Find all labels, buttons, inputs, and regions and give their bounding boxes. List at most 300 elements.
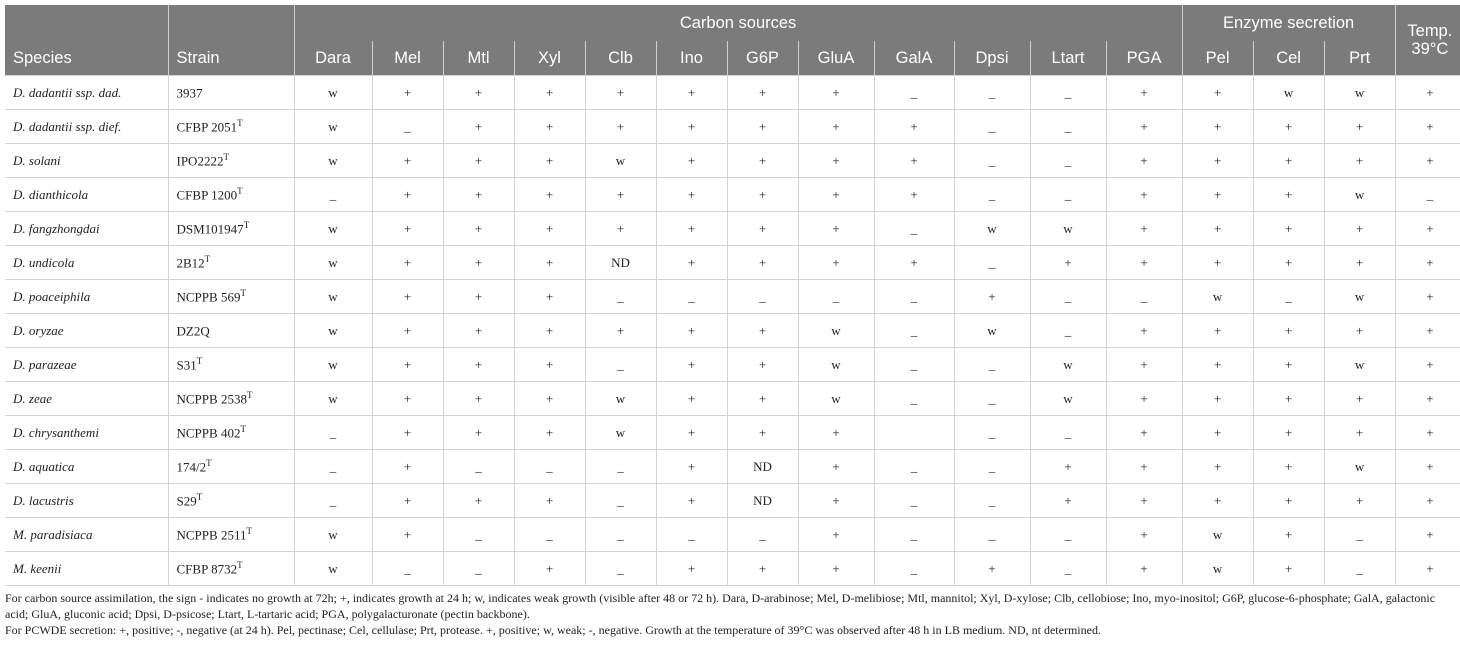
result-cell: + [798, 76, 874, 110]
result-cell: + [727, 110, 798, 144]
result-cell: _ [1324, 518, 1395, 552]
result-cell: w [294, 212, 372, 246]
result-cell: w [294, 246, 372, 280]
result-cell: + [443, 348, 514, 382]
result-cell: w [294, 518, 372, 552]
results-table [5, 5, 1460, 586]
species-cell: D. chrysanthemi [5, 416, 168, 450]
result-cell: + [727, 178, 798, 212]
footnote-carbon: For carbon source assimilation, the sign - indicates no growth at 72h; +, indicates growth at 24 h; w, indicates weak growth (visible after 48 or 72 h). Dara, D-arabinose; Mel, D-melibiose; Mtl, mannitol; Xyl, D-xylose; Clb, cellobiose; Ino, myo-inositol; G6P, glucose-6-phosphate; GalA, galactonic acid; GluA, gluconic acid; Dpsi, D-psicose; Ltart, L-tartaric acid; PGA, polygalacturonate (pectin backbone). [5, 591, 1436, 621]
result-cell: + [514, 178, 585, 212]
result-cell: + [954, 552, 1030, 586]
result-cell: + [798, 518, 874, 552]
result-cell: w [1324, 280, 1395, 314]
table-row [5, 552, 1460, 586]
result-cell: _ [1030, 144, 1106, 178]
result-cell: _ [874, 314, 954, 348]
result-cell: _ [874, 76, 954, 110]
result-cell: _ [1030, 314, 1106, 348]
strain-name: NCPPB 2538 [176, 391, 247, 407]
result-cell: + [1395, 144, 1460, 178]
result-cell: w [1030, 382, 1106, 416]
result-cell: + [372, 382, 443, 416]
result-cell: + [1106, 552, 1182, 586]
strain-name: NCPPB 569 [176, 289, 241, 305]
result-cell: _ [874, 212, 954, 246]
carbon-sources-header: Carbon sources [294, 5, 1182, 41]
result-cell: + [874, 144, 954, 178]
result-cell: _ [372, 552, 443, 586]
result-cell: + [1395, 110, 1460, 144]
result-cell: _ [798, 280, 874, 314]
result-cell: w [1253, 76, 1324, 110]
result-cell: + [1106, 144, 1182, 178]
col-header-ltart: Ltart [1030, 41, 1106, 76]
footnotes [5, 590, 1455, 638]
result-cell: _ [585, 518, 656, 552]
result-cell: _ [1030, 178, 1106, 212]
result-cell: + [1395, 518, 1460, 552]
result-cell: + [727, 212, 798, 246]
result-cell: _ [1395, 178, 1460, 212]
strain-name: CFBP 1200 [176, 187, 238, 203]
result-cell: _ [294, 178, 372, 212]
result-cell: w [1324, 450, 1395, 484]
result-cell: w [1030, 212, 1106, 246]
result-cell: + [1253, 518, 1324, 552]
result-cell: _ [585, 348, 656, 382]
table-row [5, 518, 1460, 552]
strain-name: S31 [176, 357, 197, 373]
table-row [5, 348, 1460, 382]
result-cell: _ [874, 348, 954, 382]
temp-label: Temp. [1407, 22, 1453, 40]
result-cell: + [1324, 110, 1395, 144]
result-cell: + [1106, 518, 1182, 552]
strain-cell [168, 212, 294, 246]
result-cell: _ [1030, 280, 1106, 314]
strain-cell [168, 484, 294, 518]
result-cell: + [443, 178, 514, 212]
species-cell: D. zeae [5, 382, 168, 416]
result-cell: w [294, 110, 372, 144]
result-cell: + [372, 212, 443, 246]
strain-name: 174/2 [176, 459, 207, 475]
result-cell: + [1030, 450, 1106, 484]
result-cell: w [585, 382, 656, 416]
result-cell: + [1182, 314, 1253, 348]
result-cell: _ [294, 450, 372, 484]
result-cell: + [585, 212, 656, 246]
result-cell: _ [585, 552, 656, 586]
table-row [5, 484, 1460, 518]
result-cell: + [1182, 212, 1253, 246]
result-cell: + [1395, 314, 1460, 348]
result-cell: + [1253, 416, 1324, 450]
species-cell: D. dadantii ssp. dief. [5, 110, 168, 144]
result-cell: + [372, 76, 443, 110]
species-cell: D. oryzae [5, 314, 168, 348]
result-cell: + [1324, 246, 1395, 280]
result-cell: w [798, 348, 874, 382]
result-cell: + [1253, 144, 1324, 178]
header-group-row [5, 5, 1460, 41]
result-cell: + [656, 484, 727, 518]
result-cell: _ [1030, 76, 1106, 110]
result-cell: + [1395, 416, 1460, 450]
result-cell: + [1106, 348, 1182, 382]
result-cell: _ [954, 518, 1030, 552]
table-row [5, 110, 1460, 144]
result-cell: + [798, 450, 874, 484]
result-cell: + [1395, 450, 1460, 484]
strain-name: 2B12 [176, 255, 205, 271]
result-cell: _ [1030, 416, 1106, 450]
footnote-enzyme: For PCWDE secretion: +, positive; -, negative (at 24 h). Pel, pectinase; Cel, cellulase; Prt, protease. +, positive; w, weak; -, negative. Growth at the temperature of 39°C was observed after 48 h in LB medium. ND, nt determined. [5, 623, 1101, 637]
species-cell: D. parazeae [5, 348, 168, 382]
result-cell: + [1253, 348, 1324, 382]
result-cell: _ [874, 382, 954, 416]
result-cell: + [1106, 484, 1182, 518]
col-header-dpsi: Dpsi [954, 41, 1030, 76]
result-cell: _ [874, 518, 954, 552]
result-cell: + [514, 552, 585, 586]
table-row [5, 280, 1460, 314]
strain-name: 3937 [176, 85, 203, 101]
result-cell: + [874, 110, 954, 144]
type-strain-marker: T [237, 185, 243, 196]
result-cell: _ [727, 280, 798, 314]
result-cell: _ [443, 450, 514, 484]
species-cell: D. aquatica [5, 450, 168, 484]
result-cell: w [294, 144, 372, 178]
result-cell: w [798, 382, 874, 416]
result-cell: + [1324, 144, 1395, 178]
result-cell: _ [1030, 518, 1106, 552]
result-cell: + [1324, 484, 1395, 518]
col-header-pga: PGA [1106, 41, 1182, 76]
result-cell: _ [514, 450, 585, 484]
result-cell: + [1106, 212, 1182, 246]
strain-cell [168, 280, 294, 314]
result-cell: + [1253, 484, 1324, 518]
result-cell: + [514, 76, 585, 110]
result-cell: + [727, 382, 798, 416]
enzyme-secretion-header: Enzyme secretion [1182, 5, 1395, 41]
result-cell: + [514, 212, 585, 246]
result-cell: _ [874, 484, 954, 518]
strain-cell [168, 76, 294, 110]
result-cell: + [656, 76, 727, 110]
document [5, 5, 1455, 638]
strain-name: NCPPB 402 [176, 425, 241, 441]
strain-name: CFBP 8732 [176, 561, 238, 577]
result-cell: + [443, 246, 514, 280]
result-cell: + [1395, 484, 1460, 518]
strain-cell [168, 552, 294, 586]
species-cell: D. dianthicola [5, 178, 168, 212]
result-cell: + [443, 212, 514, 246]
result-cell: _ [656, 280, 727, 314]
result-cell: w [294, 348, 372, 382]
result-cell: + [1106, 416, 1182, 450]
type-strain-marker: T [223, 151, 229, 162]
result-cell: + [798, 144, 874, 178]
result-cell: + [656, 314, 727, 348]
result-cell: w [798, 314, 874, 348]
type-strain-marker: T [237, 559, 243, 570]
col-header-mtl: Mtl [443, 41, 514, 76]
result-cell: _ [443, 518, 514, 552]
result-cell: ND [727, 450, 798, 484]
result-cell: + [727, 144, 798, 178]
result-cell: _ [954, 76, 1030, 110]
result-cell: + [1106, 382, 1182, 416]
result-cell: + [372, 144, 443, 178]
species-cell: M. keenii [5, 552, 168, 586]
result-cell: + [1106, 450, 1182, 484]
result-cell: _ [372, 110, 443, 144]
result-cell: + [1106, 246, 1182, 280]
result-cell: + [1182, 76, 1253, 110]
result-cell: + [443, 416, 514, 450]
table-row [5, 178, 1460, 212]
result-cell: _ [954, 416, 1030, 450]
type-strain-marker: T [196, 491, 203, 502]
result-cell: _ [443, 552, 514, 586]
species-cell: D. fangzhongdai [5, 212, 168, 246]
result-cell: + [656, 348, 727, 382]
result-cell: ND [727, 484, 798, 518]
result-cell: + [514, 484, 585, 518]
result-cell: + [443, 76, 514, 110]
result-cell: + [372, 348, 443, 382]
result-cell: w [585, 144, 656, 178]
strain-cell [168, 144, 294, 178]
result-cell: + [514, 246, 585, 280]
result-cell: + [443, 280, 514, 314]
result-cell: w [1030, 348, 1106, 382]
header-column-row [5, 41, 1460, 76]
result-cell: + [1182, 416, 1253, 450]
col-header-cel: Cel [1253, 41, 1324, 76]
type-strain-marker: T [237, 117, 243, 128]
result-cell: + [585, 314, 656, 348]
result-cell: + [514, 280, 585, 314]
result-cell: w [294, 280, 372, 314]
strain-name: IPO2222 [176, 153, 224, 169]
result-cell: + [1324, 382, 1395, 416]
result-cell: w [954, 314, 1030, 348]
result-cell: + [727, 76, 798, 110]
col-header-clb: Clb [585, 41, 656, 76]
result-cell: + [727, 348, 798, 382]
result-cell: + [1182, 348, 1253, 382]
result-cell: + [1253, 552, 1324, 586]
result-cell: + [798, 416, 874, 450]
result-cell: + [798, 178, 874, 212]
result-cell: + [727, 314, 798, 348]
result-cell: + [798, 212, 874, 246]
result-cell: _ [954, 348, 1030, 382]
col-header-prt: Prt [1324, 41, 1395, 76]
type-strain-marker: T [204, 253, 211, 264]
col-header-pel: Pel [1182, 41, 1253, 76]
result-cell: + [1395, 246, 1460, 280]
strain-cell [168, 314, 294, 348]
result-cell: + [1182, 450, 1253, 484]
result-cell: + [443, 110, 514, 144]
result-cell: + [372, 280, 443, 314]
result-cell: + [1253, 314, 1324, 348]
result-cell: _ [954, 246, 1030, 280]
type-strain-marker: T [206, 457, 212, 468]
result-cell: _ [294, 416, 372, 450]
table-row [5, 212, 1460, 246]
strain-name: DSM101947 [176, 221, 244, 237]
result-cell [874, 416, 954, 450]
strain-name: NCPPB 2511 [176, 527, 247, 543]
result-cell: + [656, 246, 727, 280]
col-header-dara: Dara [294, 41, 372, 76]
table-row [5, 450, 1460, 484]
result-cell: + [727, 246, 798, 280]
col-header-g6p: G6P [727, 41, 798, 76]
species-cell: D. undicola [5, 246, 168, 280]
result-cell: + [656, 416, 727, 450]
result-cell: _ [1324, 552, 1395, 586]
result-cell: + [656, 144, 727, 178]
result-cell: + [514, 110, 585, 144]
result-cell: + [443, 144, 514, 178]
col-header-mel: Mel [372, 41, 443, 76]
result-cell: w [1182, 280, 1253, 314]
type-strain-marker: T [240, 423, 246, 434]
result-cell: + [656, 178, 727, 212]
header-blank-1 [5, 5, 168, 41]
strain-header: Strain [168, 41, 294, 76]
result-cell: + [1253, 246, 1324, 280]
col-header-gala: GalA [874, 41, 954, 76]
table-body [5, 76, 1460, 586]
table-row [5, 382, 1460, 416]
result-cell: + [798, 246, 874, 280]
result-cell: _ [514, 518, 585, 552]
result-cell: w [1324, 76, 1395, 110]
result-cell: + [514, 348, 585, 382]
result-cell: w [294, 552, 372, 586]
result-cell: + [1106, 314, 1182, 348]
species-header: Species [5, 41, 168, 76]
result-cell: + [372, 314, 443, 348]
result-cell: + [585, 76, 656, 110]
result-cell: + [1253, 450, 1324, 484]
species-cell: D. solani [5, 144, 168, 178]
result-cell: _ [954, 144, 1030, 178]
result-cell: _ [1106, 280, 1182, 314]
result-cell: _ [656, 518, 727, 552]
strain-name: CFBP 2051 [176, 119, 238, 135]
result-cell: w [294, 76, 372, 110]
temp-value: 39°C [1411, 40, 1449, 58]
col-header-xyl: Xyl [514, 41, 585, 76]
result-cell: _ [874, 450, 954, 484]
species-cell: D. lacustris [5, 484, 168, 518]
result-cell: + [954, 280, 1030, 314]
result-cell: + [1030, 246, 1106, 280]
result-cell: + [1253, 212, 1324, 246]
result-cell: + [1395, 552, 1460, 586]
result-cell: _ [954, 178, 1030, 212]
result-cell: + [1395, 348, 1460, 382]
result-cell: w [294, 382, 372, 416]
result-cell: + [585, 110, 656, 144]
species-cell: D. dadantii ssp. dad. [5, 76, 168, 110]
result-cell: + [1253, 178, 1324, 212]
strain-cell [168, 518, 294, 552]
result-cell: + [727, 552, 798, 586]
result-cell: w [585, 416, 656, 450]
result-cell: + [372, 416, 443, 450]
result-cell: + [1106, 110, 1182, 144]
result-cell: + [585, 178, 656, 212]
result-cell: + [1030, 484, 1106, 518]
result-cell: _ [954, 450, 1030, 484]
header-blank-2 [168, 5, 294, 41]
result-cell: + [1395, 212, 1460, 246]
result-cell: + [1395, 280, 1460, 314]
result-cell: + [443, 484, 514, 518]
result-cell: + [514, 416, 585, 450]
result-cell: + [443, 382, 514, 416]
result-cell: + [798, 552, 874, 586]
result-cell: _ [727, 518, 798, 552]
result-cell: _ [585, 450, 656, 484]
result-cell: w [1182, 552, 1253, 586]
result-cell: + [443, 314, 514, 348]
species-cell: M. paradisiaca [5, 518, 168, 552]
result-cell: + [514, 382, 585, 416]
result-cell: + [1253, 110, 1324, 144]
strain-cell [168, 382, 294, 416]
result-cell: w [294, 314, 372, 348]
result-cell: _ [954, 382, 1030, 416]
result-cell: + [1395, 76, 1460, 110]
result-cell: _ [954, 484, 1030, 518]
result-cell: + [656, 552, 727, 586]
strain-cell [168, 246, 294, 280]
type-strain-marker: T [196, 355, 203, 366]
type-strain-marker: T [246, 525, 252, 536]
result-cell: w [1324, 178, 1395, 212]
strain-name: DZ2Q [176, 323, 210, 339]
species-cell: D. poaceiphila [5, 280, 168, 314]
result-cell: + [514, 144, 585, 178]
type-strain-marker: T [243, 219, 250, 230]
result-cell: + [514, 314, 585, 348]
result-cell: + [1106, 76, 1182, 110]
result-cell: + [1182, 178, 1253, 212]
result-cell: + [1324, 212, 1395, 246]
result-cell: + [798, 484, 874, 518]
result-cell: + [1182, 382, 1253, 416]
result-cell: ND [585, 246, 656, 280]
result-cell: + [656, 450, 727, 484]
result-cell: _ [874, 280, 954, 314]
strain-cell [168, 178, 294, 212]
result-cell: + [874, 178, 954, 212]
result-cell: + [656, 382, 727, 416]
